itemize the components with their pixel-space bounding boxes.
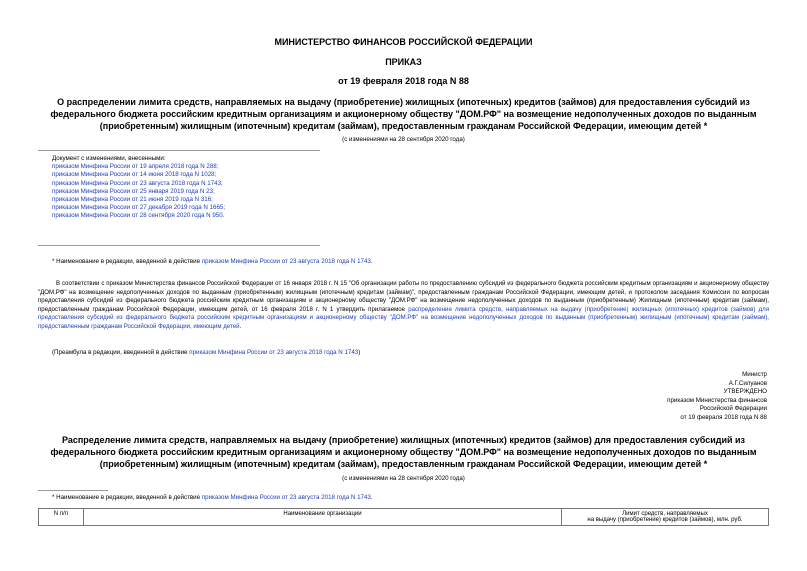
col-number: N п/п [39, 509, 84, 526]
footnote-2 [52, 494, 772, 502]
section2-title-line: (приобретенным) жилищным (ипотечным) кредитам (займам), предоставленным гражданам Российской Федерации, имеющим детей * [99, 459, 708, 469]
edition-text: (Преамбула в редакции, введенной в действие [52, 349, 190, 356]
section2-changes-note: (с изменениями на 28 сентября 2020 года) [342, 475, 465, 482]
preamble-edition [52, 349, 772, 357]
preamble [38, 280, 769, 332]
amendments-block [52, 155, 452, 221]
amendment-link[interactable]: приказом Минфина России от 14 июня 2018 года N 1028; [52, 171, 217, 179]
section2-title [40, 434, 767, 470]
doc-title-line: (приобретенным) жилищным (ипотечным) кредитам (займам), предоставленным гражданам Российской Федерации, имеющим детей * [99, 121, 708, 131]
approved-line: приказом Министерства финансов [667, 396, 767, 404]
amendment-link[interactable]: приказом Минфина России от 25 января 2019 года N 23; [52, 187, 215, 195]
amendment-link[interactable]: приказом Минфина России от 27 декабря 2019 года N 1665; [52, 204, 226, 212]
signature-block [547, 371, 767, 423]
footnote-link[interactable]: приказом Минфина России от 23 августа 2018 года N 1743 [201, 258, 371, 265]
footnote-text: * Наименование в редакции, введенной в действие [52, 494, 202, 501]
divider [38, 490, 108, 491]
col-limit-line: Лимит средств, направляемых [622, 511, 708, 517]
col-limit [562, 509, 769, 526]
col-limit-line: на выдачу (приобретение) кредитов (займов), млн. руб. [587, 517, 743, 523]
footnote-text: * Наименование в редакции, введенной в действие [52, 258, 202, 265]
footnote-text: . [370, 258, 373, 265]
amendment-link[interactable]: приказом Минфина России от 19 апреля 2018 года N 288; [52, 163, 219, 171]
doc-title [40, 96, 767, 132]
signer-name: А.Г.Силуанов [728, 379, 767, 387]
edition-text: ) [358, 349, 361, 356]
footnote-text: . [370, 494, 373, 501]
changes-note: (с изменениями на 28 сентября 2020 года) [342, 136, 465, 143]
preamble-text: . [239, 322, 242, 330]
table-row [39, 509, 769, 526]
divider [38, 245, 320, 246]
preamble-link[interactable]: распределение лимита средств, направляемых на выдачу (приобретение) жилищных (ипотечных) кредитов (займов) для предоставления субсидий из федерального бюджета российским кредитным организациям и акционерному обществу "ДОМ.РФ" на возмещение недополученных доходов по выданным (приобретенным) жилищным (ипотечным) кредитам (займам), предоставленным гражданам Российской Федерации, имеющим детей [38, 305, 769, 330]
signer-position: Министр [742, 371, 767, 378]
amendment-link[interactable]: приказом Минфина России от 21 июня 2019 года N 316; [52, 196, 213, 204]
divider [38, 150, 320, 151]
amendment-link[interactable]: приказом Минфина России от 23 августа 2018 года N 1743; [52, 179, 223, 187]
footnote-1 [52, 258, 772, 266]
section2-title-line: Распределение лимита средств, направляемых на выдачу (приобретение) жилищных (ипотечных) кредитов (займов) для предоставления субсидий из [61, 435, 746, 445]
doc-type: ПРИКАЗ [385, 57, 422, 67]
edition-link[interactable]: приказом Минфина России от 23 августа 2018 года N 1743 [189, 349, 359, 356]
amendment-link[interactable]: приказом Минфина России от 28 сентября 2020 года N 950. [52, 212, 225, 220]
doc-title-line: О распределении лимита средств, направляемых на выдачу (приобретение) жилищных (ипотечных) кредитов (займов) для предоставления субсидий из [57, 97, 750, 107]
approved-line: Российской Федерации [699, 405, 767, 413]
preamble-text: В соответствии с приказом Министерства финансов Российской Федерации от 16 января 2018 г. N 15 "Об организации работы по предоставлению субсидий из федерального бюджета российским кредитным организациям и акционерному обществу "ДОМ.РФ" на возмещение недополученных доходов по выданным (приобретенным) жилищным (ипотечным) кредитам (займам)", предоставленным гражданам Российской Федерации, имеющим детей, и протоколом заседания Комиссии по вопросам предоставления субсидий из федерального бюджета российским кредитным организациям и акционерному обществу "ДОМ.РФ" на возмещение недополученных доходов по выданным (приобретенным) Жилищным (ипотечным) кредитам (займам), предоставленным гражданам Российской Федерации, имеющим детей, от 16 февраля 2018 г. N 1 утвердить прилагаемое [38, 280, 769, 313]
doc-title-line: федерального бюджета российским кредитным организациям и акционерному обществу "ДОМ.РФ" на возмещение недополученных доходов по выданным [50, 109, 757, 119]
col-organization: Наименование организации [84, 509, 562, 526]
footnote-link[interactable]: приказом Минфина России от 23 августа 2018 года N 1743 [201, 494, 371, 501]
distribution-table-header [38, 508, 769, 526]
ministry-heading: МИНИСТЕРСТВО ФИНАНСОВ РОССИЙСКОЙ ФЕДЕРАЦИИ [274, 37, 533, 47]
approved-line: УТВЕРЖДЕНО [723, 388, 767, 396]
doc-date: от 19 февраля 2018 года N 88 [338, 76, 469, 86]
section2-title-line: федерального бюджета российским кредитным организациям и акционерному обществу "ДОМ.РФ" на возмещение недополученных доходов по выданным [50, 447, 757, 457]
amendments-intro: Документ с изменениями, внесенными: [52, 155, 166, 162]
approved-line: от 19 февраля 2018 года N 88 [680, 413, 767, 421]
